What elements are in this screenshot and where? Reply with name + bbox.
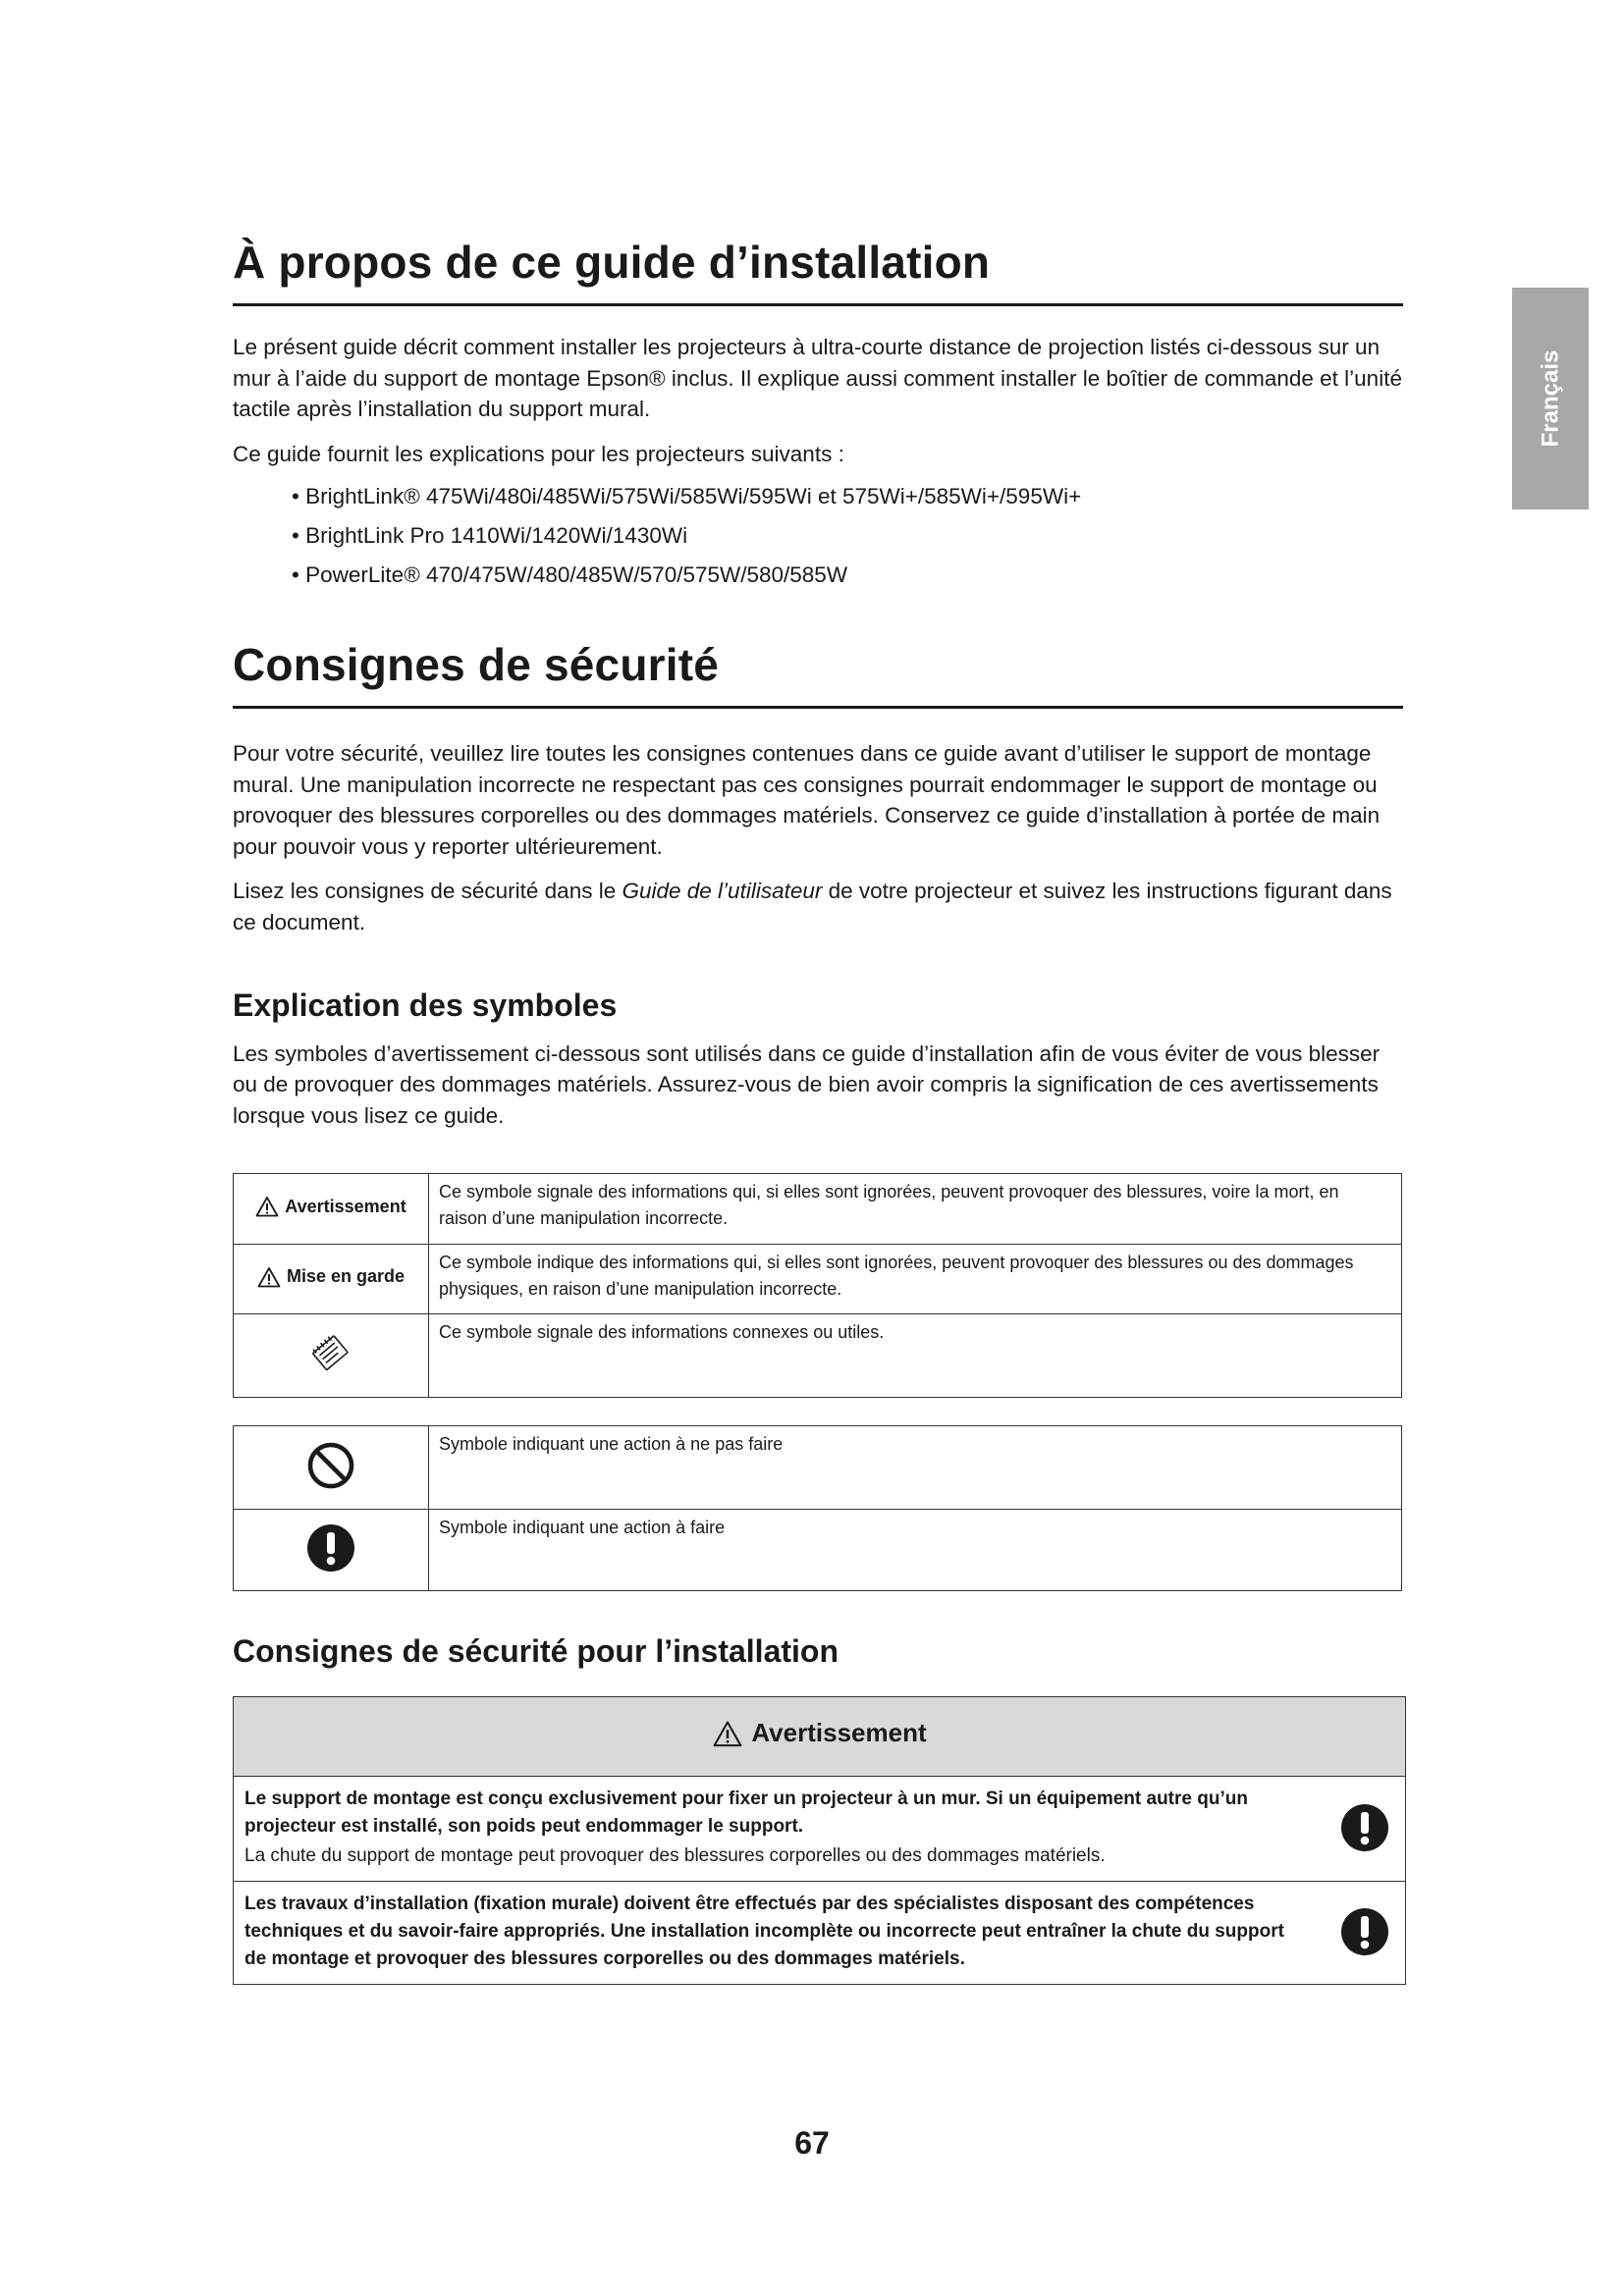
table-row [234,1776,1406,1881]
installation-warning-table [233,1696,1406,1985]
symbol-description: Ce symbole signale des informations connexes ou utiles. [429,1314,1402,1398]
warning-header-label: Avertissement [751,1718,927,1748]
list-item: • BrightLink® 475Wi/480i/485Wi/575Wi/585Wi/595Wi et 575Wi+/585Wi+/595Wi+ [292,477,1403,516]
prohibited-icon [305,1440,356,1491]
warning-triangle-icon [712,1720,743,1747]
page-content [233,236,1403,1985]
symbols-table [233,1173,1402,1398]
symbols-heading: Explication des symboles [233,988,618,1024]
warning-header [234,1696,1406,1776]
warning-triangle-icon [255,1196,279,1217]
section-title-about-guide: À propos de ce guide d’installation [233,236,1403,306]
language-side-tab [1512,288,1589,509]
note-pad-icon [307,1330,354,1377]
action-symbols-table [233,1425,1402,1591]
table-row [234,1314,1402,1398]
symbol-description: Ce symbole signale des informations qui, si elles sont ignorées, peuvent provoquer des blessures, voire la mort, en raison d’une manipulation incorrecte. [429,1174,1402,1245]
symbol-description: Ce symbole indique des informations qui, si elles sont ignorées, peuvent provoquer des blessures ou des dommages physiques, en raison d’une manipulation incorrecte. [429,1245,1402,1314]
list-item: • BrightLink Pro 1410Wi/1420Wi/1430Wi [292,516,1403,556]
list-item: • PowerLite® 470/475W/480/485W/570/575W/580/585W [292,556,1403,595]
projector-model-list [233,477,1403,595]
table-row [234,1881,1406,1984]
mandatory-action-icon [305,1522,356,1574]
warning-item-bold-text: Les travaux d’installation (fixation murale) doivent être effectués par des spécialistes disposant des compétences techniques et du savoir-faire appropriés. Une installation incomplète ou incorrecte peut entraîner la chute du support de montage et provoquer des blessures corporelles ou des dommages matériels. [244,1893,1284,1969]
symbols-intro-paragraph: Les symboles d’avertissement ci-dessous sont utilisés dans ce guide d’installation afin de vous éviter de vous blesser ou de provoquer des dommages matériels. Assurez-vous de bien avoir compris la signification de ces avertissements lorsque vous lisez ce guide. [233,1041,1380,1128]
table-row [234,1426,1402,1510]
safety-paragraph-2: Lisez les consignes de sécurité dans le Guide de l’utilisateur de votre projecteur et suivez les instructions figurant dans ce document. [233,879,1392,934]
page-number: 67 [794,2125,830,2161]
section-title-safety: Consignes de sécurité [233,638,1403,709]
about-intro-paragraph: Le présent guide décrit comment installer les projecteurs à ultra-courte distance de projection listés ci-dessous sur un mur à l’aide du support de montage Epson® inclus. Il explique aussi comment installer le boîtier de commande et l’unité tactile après l’installation du support mural. [233,335,1402,422]
table-row [234,1696,1406,1776]
safety-paragraph-1: Pour votre sécurité, veuillez lire toutes les consignes contenues dans ce guide avant d’utiliser le support de montage mural. Une manipulation incorrecte ne respectant pas ces consignes pourrait endommager le support de montage ou provoquer des blessures corporelles ou des dommages matériels. Conservez ce guide d’installation à portée de main pour pouvoir vous y reporter ultérieurement. [233,741,1380,859]
warning-item-bold-text: Le support de montage est conçu exclusivement pour fixer un projecteur à un mur. Si un équipement autre qu’un projecteur est installé, son poids peut endommager le support. [244,1788,1248,1837]
table-row [234,1174,1402,1245]
symbol-label: Mise en garde [286,1266,406,1287]
symbol-label-cell [234,1510,429,1591]
symbol-label-cell [234,1314,429,1398]
symbol-label-cell [234,1174,429,1245]
warning-item [234,1881,1406,1984]
warning-item-text: La chute du support de montage peut provoquer des blessures corporelles ou des dommages matériels. [244,1844,1106,1866]
mandatory-action-icon [1339,1906,1390,1957]
mandatory-action-icon [1339,1802,1390,1853]
table-row [234,1245,1402,1314]
symbol-label-cell [234,1426,429,1510]
caution-triangle-icon [257,1266,281,1288]
user-guide-reference: Guide de l’utilisateur [622,879,823,904]
language-tab-label: Français [1537,349,1563,448]
symbol-label: Avertissement [285,1196,406,1216]
symbol-description: Symbole indiquant une action à ne pas faire [429,1426,1402,1510]
symbol-description: Symbole indiquant une action à faire [429,1510,1402,1591]
table-row [234,1510,1402,1591]
projector-list-lead: Ce guide fournit les explications pour les projecteurs suivants : [233,441,844,466]
symbol-label-cell [234,1245,429,1314]
installation-safety-heading: Consignes de sécurité pour l’installation [233,1633,839,1670]
warning-item [234,1776,1406,1881]
